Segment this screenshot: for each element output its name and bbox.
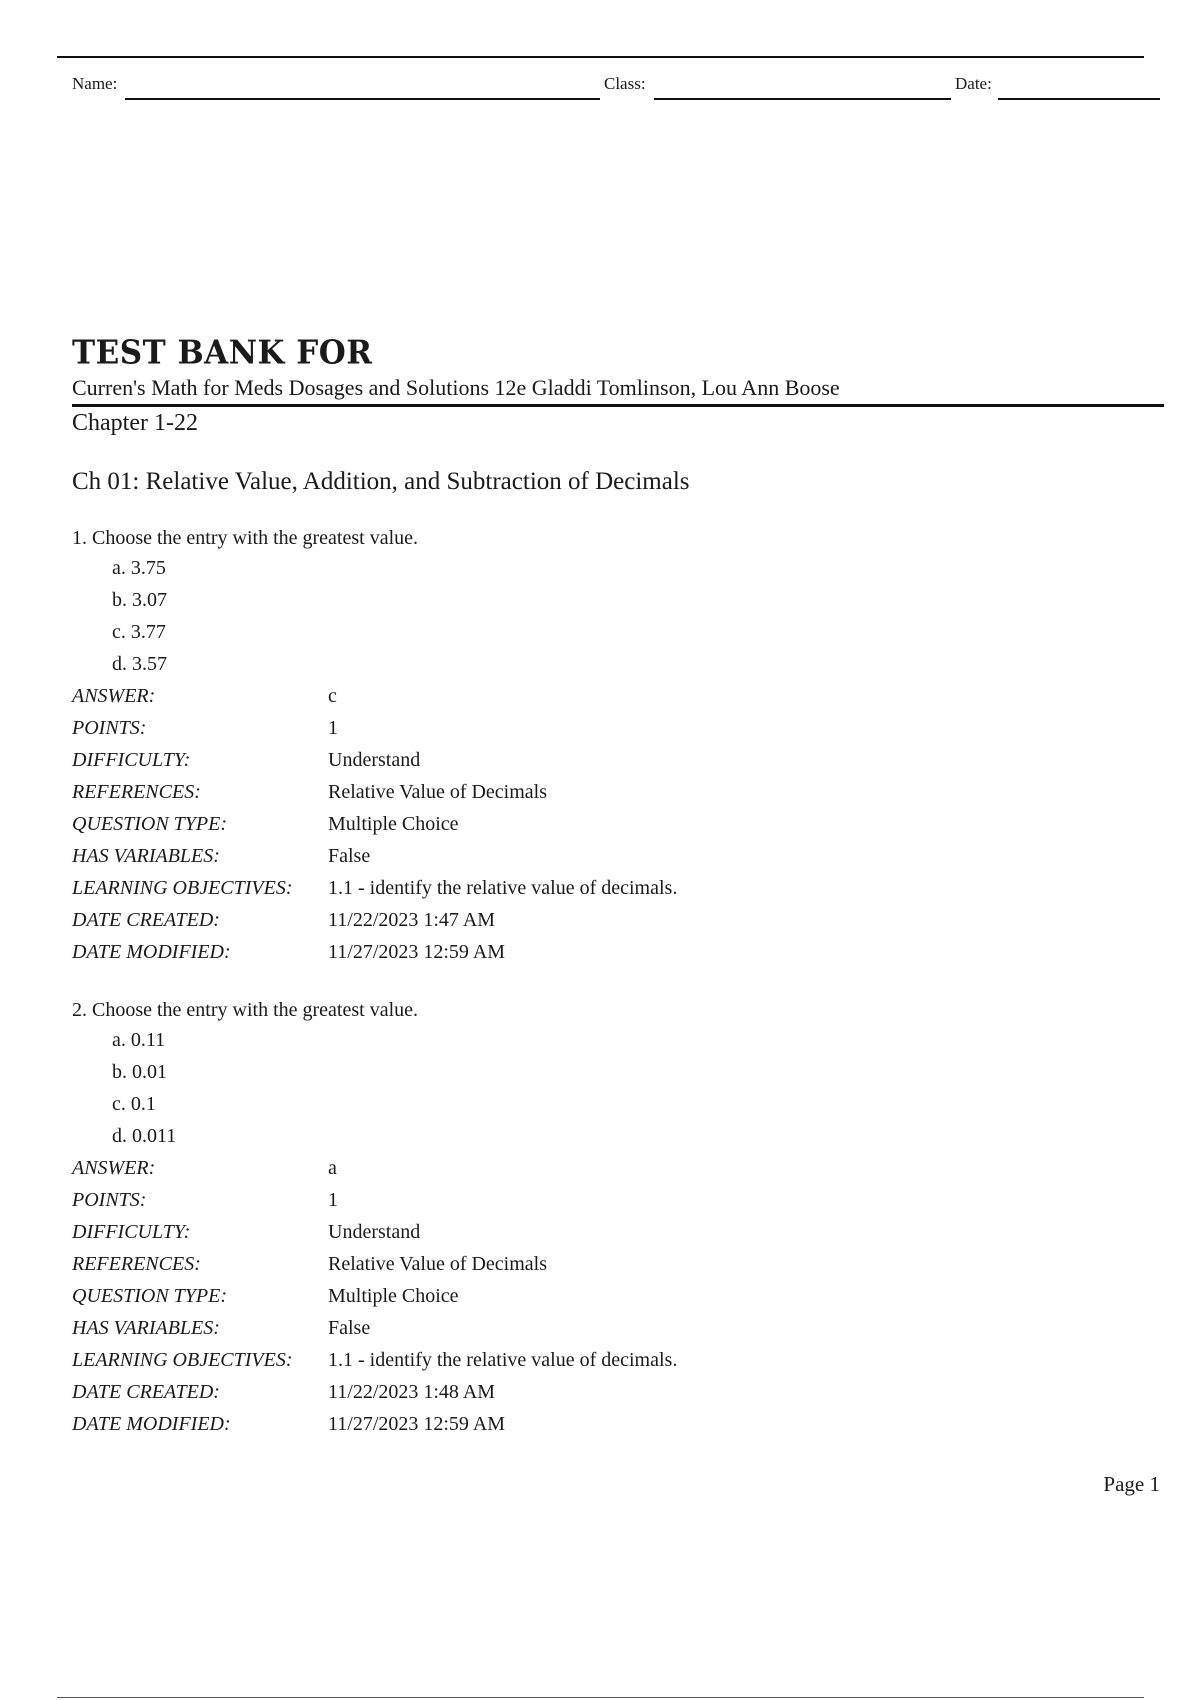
meta-references [72, 1248, 1072, 1280]
meta-answer [72, 1152, 1072, 1184]
question-2 [72, 996, 1072, 1440]
meta-points [72, 1184, 1072, 1216]
meta-date-created [72, 904, 1072, 936]
meta-has-variables [72, 840, 1072, 872]
option-c: c. 3.77 [112, 621, 166, 643]
meta-key: DATE CREATED: [72, 909, 220, 931]
question-metadata [72, 1152, 1072, 1440]
meta-key: LEARNING OBJECTIVES: [72, 877, 293, 899]
meta-key: POINTS: [72, 1189, 147, 1211]
option-d: d. 3.57 [112, 653, 167, 675]
option-a: a. 3.75 [112, 557, 166, 579]
question-stem: 2. Choose the entry with the greatest value. [72, 999, 419, 1021]
class-blank[interactable] [654, 98, 951, 100]
date-label: Date: [955, 74, 992, 93]
meta-references [72, 776, 1072, 808]
option-b: b. 3.07 [112, 589, 167, 611]
name-label: Name: [72, 74, 118, 93]
meta-answer [72, 680, 1072, 712]
option-a: a. 0.11 [112, 1029, 166, 1051]
meta-value: 1.1 - identify the relative value of decimals. [328, 877, 678, 899]
option-b: b. 0.01 [112, 1061, 167, 1083]
meta-has-variables [72, 1312, 1072, 1344]
class-field [604, 74, 951, 100]
meta-learning-objectives [72, 872, 1072, 904]
meta-key: HAS VARIABLES: [72, 1317, 220, 1339]
meta-key: DATE MODIFIED: [72, 1413, 231, 1435]
meta-date-modified [72, 1408, 1072, 1440]
name-field [72, 74, 600, 100]
question-stem: 1. Choose the entry with the greatest value. [72, 527, 419, 549]
meta-date-created [72, 1376, 1072, 1408]
meta-value: 11/22/2023 1:48 AM [328, 1381, 496, 1403]
meta-value: Relative Value of Decimals [328, 1253, 548, 1275]
question-1 [72, 524, 1072, 968]
meta-value: 11/27/2023 12:59 AM [328, 1413, 506, 1435]
date-blank[interactable] [998, 98, 1160, 100]
option-d: d. 0.011 [112, 1125, 177, 1147]
meta-value: Multiple Choice [328, 813, 459, 835]
meta-value: c [328, 685, 337, 707]
meta-value: 1 [328, 717, 338, 739]
meta-difficulty [72, 1216, 1072, 1248]
meta-key: ANSWER: [72, 685, 156, 707]
meta-value: 11/27/2023 12:59 AM [328, 941, 506, 963]
name-blank[interactable] [125, 98, 600, 100]
date-field [955, 74, 1160, 100]
meta-value: Understand [328, 1221, 421, 1243]
meta-key: QUESTION TYPE: [72, 813, 228, 835]
meta-question-type [72, 808, 1072, 840]
title-rule [72, 404, 1164, 407]
meta-value: 11/22/2023 1:47 AM [328, 909, 496, 931]
student-info-header [72, 74, 1160, 100]
meta-value: Multiple Choice [328, 1285, 459, 1307]
answer-options [72, 552, 1072, 680]
meta-key: DIFFICULTY: [72, 749, 191, 771]
question-metadata [72, 680, 1072, 968]
meta-value: Understand [328, 749, 421, 771]
meta-question-type [72, 1280, 1072, 1312]
document-subtitle: Curren's Math for Meds Dosages and Solutions 12e Gladdi Tomlinson, Lou Ann Boose [72, 375, 840, 400]
document-title: TEST BANK FOR [72, 334, 373, 372]
meta-value: False [328, 1317, 371, 1339]
meta-learning-objectives [72, 1344, 1072, 1376]
meta-difficulty [72, 744, 1072, 776]
meta-key: QUESTION TYPE: [72, 1285, 228, 1307]
chapter-title: Ch 01: Relative Value, Addition, and Subtraction of Decimals [72, 468, 690, 495]
chapter-range: Chapter 1-22 [72, 410, 198, 436]
meta-value: a [328, 1157, 337, 1179]
top-rule [57, 56, 1144, 58]
option-c: c. 0.1 [112, 1093, 156, 1115]
meta-key: LEARNING OBJECTIVES: [72, 1349, 293, 1371]
meta-key: REFERENCES: [72, 781, 201, 803]
meta-value: Relative Value of Decimals [328, 781, 548, 803]
meta-value: 1 [328, 1189, 338, 1211]
meta-key: DATE MODIFIED: [72, 941, 231, 963]
answer-options [72, 1024, 1072, 1152]
meta-key: HAS VARIABLES: [72, 845, 220, 867]
meta-points [72, 712, 1072, 744]
meta-key: ANSWER: [72, 1157, 156, 1179]
meta-key: DATE CREATED: [72, 1381, 220, 1403]
meta-key: DIFFICULTY: [72, 1221, 191, 1243]
page-number: Page 1 [1103, 1472, 1160, 1496]
meta-date-modified [72, 936, 1072, 968]
meta-value: 1.1 - identify the relative value of decimals. [328, 1349, 678, 1371]
class-label: Class: [604, 74, 646, 93]
meta-value: False [328, 845, 371, 867]
meta-key: POINTS: [72, 717, 147, 739]
meta-key: REFERENCES: [72, 1253, 201, 1275]
bottom-rule [57, 1697, 1144, 1698]
